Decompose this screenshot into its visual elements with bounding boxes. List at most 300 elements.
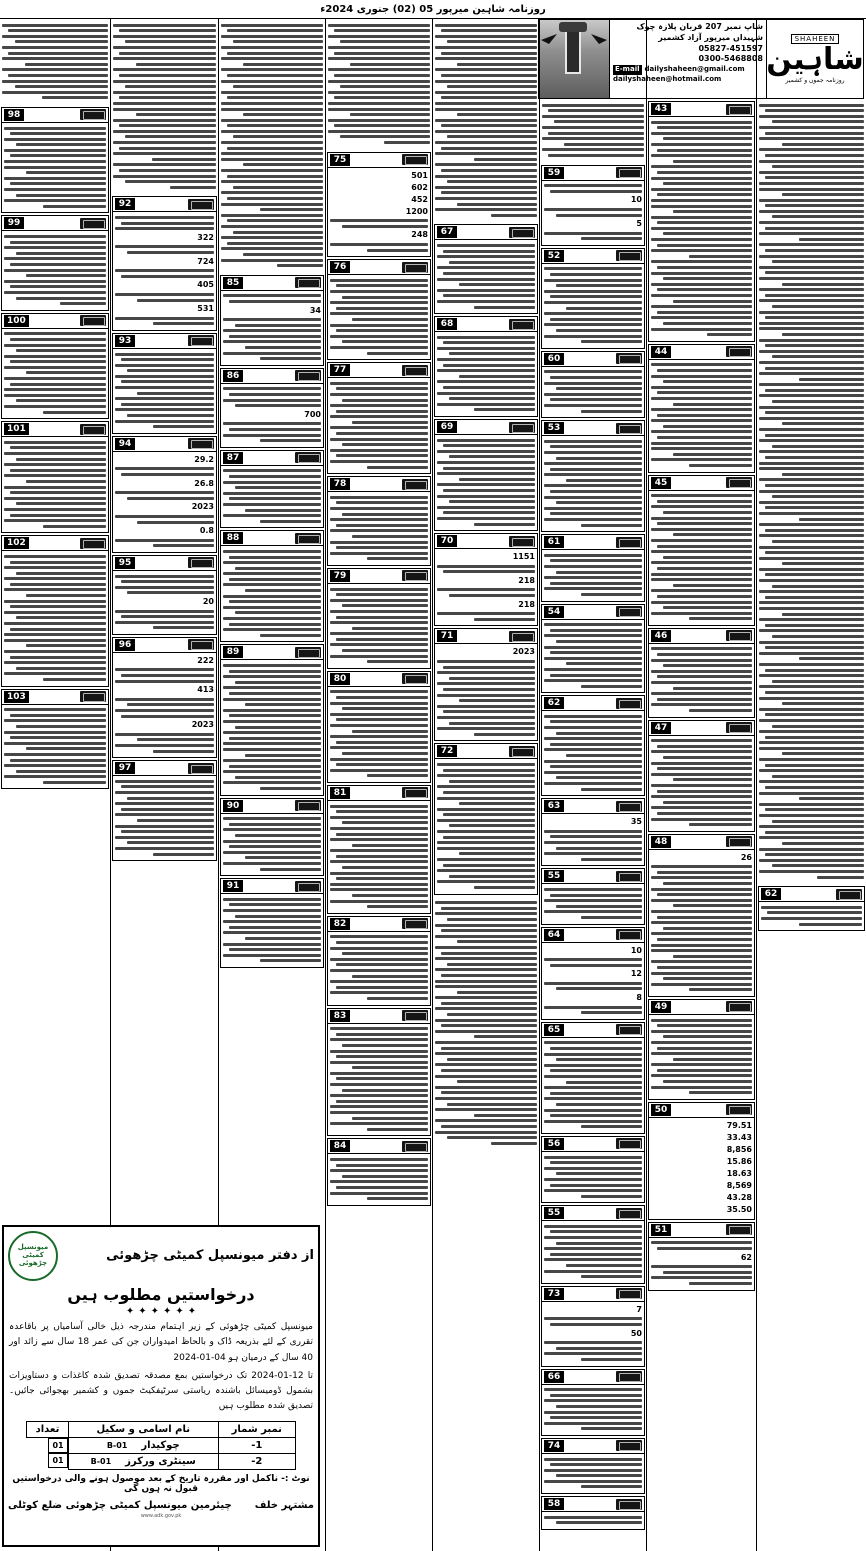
recruitment-subheading: درخواستیں مطلوب ہیں — [67, 1285, 255, 1304]
col3-lead-text — [433, 19, 539, 222]
ad-box-48[interactable] — [648, 834, 755, 997]
recruitment-heading: از دفتر میونسپل کمیٹی چڑھوئی — [106, 1248, 314, 1264]
cell-post: سینٹری ورکرز B-01 — [68, 1453, 218, 1469]
ad-body — [113, 776, 216, 860]
official-stamp-icon — [509, 631, 535, 642]
ad-number: 64 — [544, 929, 564, 941]
ad-box-93[interactable] — [112, 333, 217, 434]
ad-box-87[interactable] — [220, 450, 324, 529]
official-stamp-icon — [616, 537, 642, 548]
ad-number: 96 — [115, 639, 135, 651]
col5-lead-text — [219, 19, 325, 273]
ad-box-62[interactable] — [541, 695, 645, 796]
ad-body — [435, 644, 537, 740]
ad-body — [542, 620, 644, 693]
ad-box-47[interactable] — [648, 720, 755, 832]
cell-count: 01 — [48, 1453, 67, 1468]
figure-line: 2023 — [191, 720, 214, 730]
ad-body — [328, 275, 430, 359]
ad-box-95[interactable] — [112, 555, 217, 635]
official-stamp-icon — [726, 722, 752, 733]
ad-number: 81 — [330, 787, 350, 799]
official-stamp-icon — [188, 438, 214, 449]
ad-body — [113, 571, 216, 634]
official-stamp-icon — [616, 871, 642, 882]
col4-lead-text — [326, 19, 432, 150]
ad-body — [542, 1221, 644, 1283]
figure-line: 10 — [630, 945, 642, 955]
ad-body — [649, 1118, 754, 1219]
ad-body — [2, 437, 108, 532]
ad-box-84[interactable] — [327, 1138, 431, 1205]
ad-box-53[interactable] — [541, 420, 645, 532]
official-stamp-icon — [188, 557, 214, 568]
ad-number: 56 — [544, 1138, 564, 1150]
figure-line: 50 — [630, 1328, 642, 1338]
ad-number: 100 — [4, 315, 29, 327]
ad-number: 60 — [544, 353, 564, 365]
ad-body — [113, 653, 216, 757]
ad-number: 90 — [223, 800, 243, 812]
ad-box-52[interactable] — [541, 248, 645, 349]
decorative-stars: ✦ ✦ ✦ ✦ ✦ ✦ — [125, 1306, 197, 1317]
ad-body — [113, 212, 216, 330]
ad-body — [649, 1238, 754, 1290]
ad-box-51[interactable] — [648, 1222, 755, 1291]
ad-number: 82 — [330, 918, 350, 930]
official-stamp-icon — [188, 199, 214, 210]
ad-number: 49 — [651, 1001, 671, 1013]
official-stamp-icon — [295, 881, 321, 892]
ad-body — [328, 492, 430, 565]
figure-line: 15.86 — [726, 1156, 752, 1166]
ad-number: 54 — [544, 606, 564, 618]
official-stamp-icon — [402, 479, 428, 490]
figure-line: 8,856 — [726, 1144, 752, 1154]
ad-box-100[interactable] — [1, 313, 109, 420]
ad-box-64[interactable] — [541, 927, 645, 1020]
ad-number: 48 — [651, 836, 671, 848]
ad-box-88[interactable] — [220, 530, 324, 642]
official-stamp-icon — [80, 315, 106, 326]
figure-line: 0.8 — [199, 526, 214, 536]
figure-line: 35.50 — [726, 1204, 752, 1214]
masthead-phone-1: 05827-451597 — [698, 43, 763, 53]
figure-line: 8,569 — [726, 1180, 752, 1190]
figure-line: 501 — [411, 170, 428, 180]
ad-box-98[interactable] — [1, 107, 109, 214]
ad-box-86[interactable] — [220, 368, 324, 448]
ad-body — [649, 360, 754, 472]
ad-body — [542, 264, 644, 348]
right-edge-text — [757, 99, 866, 884]
ad-body — [328, 584, 430, 668]
ad-number: 55 — [544, 1207, 564, 1219]
official-stamp-icon — [188, 335, 214, 346]
ad-number: 83 — [330, 1010, 350, 1022]
figure-line: 452 — [411, 194, 428, 204]
official-stamp-icon — [616, 606, 642, 617]
recruitment-advertisement[interactable] — [2, 1225, 320, 1547]
ad-body — [649, 850, 754, 996]
ad-body — [221, 894, 323, 967]
official-stamp-icon — [295, 800, 321, 811]
ad-body — [649, 644, 754, 717]
ad-box-72[interactable] — [434, 743, 538, 894]
ad-body — [542, 1385, 644, 1435]
ad-number: 46 — [651, 630, 671, 642]
ad-box-44[interactable] — [648, 344, 755, 473]
recruitment-paragraph-1: میونسپل کمیٹی چڑھوئی کے زیر اہتمام مندرجہ ذیل خالی آسامیاں پر باقاعدہ تقرری کے لئے بذریعہ ڈاک و بالحاظ امیدواران جن کی عمر 18 سال سے زائد اور 40 سال کے درمیان ہو 04-01-2024 — [9, 1322, 313, 1363]
ad-body — [435, 240, 537, 313]
ad-box-58[interactable] — [541, 1496, 645, 1530]
masthead-phone-2: 0300-5468808 — [698, 54, 763, 64]
ad-box-61[interactable] — [541, 534, 645, 601]
ad-number: 62 — [761, 888, 781, 900]
official-stamp-icon — [616, 1371, 642, 1382]
ad-box-91[interactable] — [220, 878, 324, 968]
figure-line: 413 — [197, 685, 214, 695]
ad-number: 75 — [330, 154, 350, 166]
masthead-badge: SHAHEEN — [791, 34, 840, 44]
ad-number: 94 — [115, 438, 135, 450]
ad-box-82[interactable] — [327, 916, 431, 1006]
ad-number: 50 — [651, 1104, 671, 1116]
column-3 — [432, 19, 539, 1551]
municipal-seal-icon — [8, 1231, 58, 1281]
ad-number: 47 — [651, 722, 671, 734]
chairman-signature: چیئرمین میونسپل کمیٹی چڑھوئی ضلع کوٹلی — [8, 1499, 232, 1511]
th-post-scale: نام اسامی و سکیل — [68, 1421, 218, 1437]
official-stamp-icon — [726, 104, 752, 115]
ad-box-63[interactable] — [541, 798, 645, 866]
ad-number: 89 — [223, 646, 243, 658]
official-stamp-icon — [726, 346, 752, 357]
figure-line: 62 — [740, 1252, 752, 1262]
ad-number: 84 — [330, 1140, 350, 1152]
figure-line: 43.28 — [726, 1192, 752, 1202]
ad-number: 66 — [544, 1371, 564, 1383]
advertiser-signature: مشتہر خلف — [254, 1499, 314, 1511]
official-stamp-icon — [616, 250, 642, 261]
ad-number: 55 — [544, 870, 564, 882]
ad-body — [435, 332, 537, 416]
vacancy-table — [26, 1421, 295, 1470]
ad-number: 71 — [437, 630, 457, 642]
official-stamp-icon — [80, 109, 106, 120]
official-stamp-icon — [188, 763, 214, 774]
running-head — [0, 0, 866, 19]
official-stamp-icon — [616, 423, 642, 434]
ad-number: 45 — [651, 477, 671, 489]
ad-number: 76 — [330, 261, 350, 273]
official-stamp-icon — [295, 647, 321, 658]
ad-body — [221, 814, 323, 876]
email-value-1: dailyshaheen@gmail.com — [644, 65, 745, 74]
ad-number: 77 — [330, 364, 350, 376]
figure-line: 79.51 — [726, 1120, 752, 1130]
figure-line: 700 — [304, 409, 321, 419]
ad-box-60[interactable] — [541, 351, 645, 418]
ad-box-83[interactable] — [327, 1008, 431, 1137]
ad-number: 88 — [223, 532, 243, 544]
ad-box-46[interactable] — [648, 628, 755, 718]
figure-line: 26 — [740, 852, 752, 862]
ad-box-80[interactable] — [327, 671, 431, 783]
seal-text: میونسپل کمیٹی چڑھوئی — [17, 1243, 49, 1267]
ad-box-97[interactable] — [112, 760, 217, 861]
official-stamp-icon — [295, 452, 321, 463]
footer-url: www.adk.gov.pk — [140, 1512, 182, 1519]
th-serial: نمبر شمار — [218, 1421, 295, 1437]
ad-body — [328, 687, 430, 782]
figure-line: 7 — [636, 1304, 642, 1314]
official-stamp-icon — [616, 1138, 642, 1149]
ad-number: 53 — [544, 422, 564, 434]
figure-line: 18.63 — [726, 1168, 752, 1178]
ad-number: 74 — [544, 1440, 564, 1452]
ad-number: 99 — [4, 217, 24, 229]
ad-box-43[interactable] — [648, 101, 755, 342]
official-stamp-icon — [402, 1010, 428, 1021]
masthead-title: شاہین — [766, 42, 864, 77]
ad-box-77[interactable] — [327, 362, 431, 474]
ad-number: 44 — [651, 346, 671, 358]
ad-body — [221, 384, 323, 447]
ad-number: 72 — [437, 745, 457, 757]
ad-box-56[interactable] — [541, 1136, 645, 1203]
official-stamp-icon — [402, 787, 428, 798]
figure-line: 1151 — [512, 552, 535, 562]
official-stamp-icon — [509, 422, 535, 433]
ad-number: 52 — [544, 250, 564, 262]
official-stamp-icon — [726, 1104, 752, 1115]
masthead-tagline: روزنامہ جموں و کشمیر — [785, 77, 845, 84]
column-1 — [646, 19, 756, 1551]
ad-box-66[interactable] — [541, 1369, 645, 1436]
figure-line: 218 — [518, 575, 535, 585]
official-stamp-icon — [726, 836, 752, 847]
ad-number: 59 — [544, 167, 564, 179]
ad-number: 101 — [4, 423, 29, 435]
ad-number: 70 — [437, 535, 457, 547]
figure-line: 29.2 — [194, 454, 214, 464]
ad-body — [542, 1302, 644, 1366]
cell-count: 01 — [48, 1438, 67, 1453]
ad-box-85[interactable] — [220, 275, 324, 366]
figure-line: 33.43 — [726, 1132, 752, 1142]
ad-body — [221, 466, 323, 528]
email-value-2: dailyshaheen@hotmail.com — [613, 74, 722, 83]
ad-body — [542, 550, 644, 600]
ad-box-55b[interactable] — [541, 1205, 645, 1284]
cell-serial: 1- — [218, 1437, 295, 1453]
official-stamp-icon — [509, 536, 535, 547]
ad-body — [542, 1454, 644, 1493]
th-count: تعداد — [27, 1421, 68, 1437]
ad-body — [328, 378, 430, 473]
official-stamp-icon — [726, 1001, 752, 1012]
col3-tail-text — [433, 897, 539, 1151]
ad-body — [2, 551, 108, 685]
ad-body — [113, 452, 216, 552]
ad-body — [542, 367, 644, 417]
ad-number: 85 — [223, 277, 243, 289]
ad-box-62-right[interactable] — [758, 886, 865, 931]
ad-number: 87 — [223, 452, 243, 464]
ad-body — [759, 902, 864, 930]
ad-body — [328, 932, 430, 1005]
ad-body — [542, 814, 644, 865]
official-stamp-icon — [616, 1288, 642, 1299]
official-stamp-icon — [80, 424, 106, 435]
ad-body — [221, 660, 323, 794]
official-stamp-icon — [616, 1208, 642, 1219]
official-stamp-icon — [616, 1499, 642, 1510]
ad-number: 80 — [330, 673, 350, 685]
official-stamp-icon — [616, 698, 642, 709]
official-stamp-icon — [402, 570, 428, 581]
ad-body — [2, 705, 108, 789]
ad-box-78[interactable] — [327, 476, 431, 566]
ad-body — [221, 546, 323, 641]
ad-number: 51 — [651, 1224, 671, 1236]
ad-box-73[interactable] — [541, 1286, 645, 1367]
ad-box-102[interactable] — [1, 535, 109, 686]
ad-number: 97 — [115, 762, 135, 774]
ad-box-103[interactable] — [1, 689, 109, 790]
ad-box-71[interactable] — [434, 628, 538, 741]
ad-box-79[interactable] — [327, 568, 431, 669]
figure-line: 34 — [309, 305, 321, 315]
official-stamp-icon — [509, 746, 535, 757]
table-row — [27, 1437, 295, 1453]
official-stamp-icon — [402, 365, 428, 376]
ad-box-81[interactable] — [327, 785, 431, 914]
official-stamp-icon — [616, 801, 642, 812]
ad-body — [542, 436, 644, 531]
official-stamp-icon — [402, 262, 428, 273]
ad-body — [328, 168, 430, 257]
ad-box-68[interactable] — [434, 316, 538, 417]
figure-line: 2023 — [512, 647, 535, 657]
ad-number: 65 — [544, 1024, 564, 1036]
figure-line: 10 — [630, 195, 642, 205]
ad-number: 103 — [4, 691, 29, 703]
official-stamp-icon — [80, 538, 106, 549]
ad-box-99[interactable] — [1, 215, 109, 310]
ad-box-70[interactable] — [434, 533, 538, 626]
official-stamp-icon — [402, 673, 428, 684]
figure-line: 35 — [630, 817, 642, 827]
ad-box-67[interactable] — [434, 224, 538, 314]
official-stamp-icon — [616, 929, 642, 940]
ad-number: 98 — [4, 109, 24, 121]
table-row — [27, 1453, 295, 1469]
ad-body — [542, 1512, 644, 1529]
ad-box-65[interactable] — [541, 1022, 645, 1134]
figure-line: 8 — [636, 993, 642, 1003]
cell-post: چوکیدار B-01 — [68, 1437, 218, 1453]
ad-body — [113, 349, 216, 433]
ad-box-50[interactable] — [648, 1102, 755, 1220]
ad-body — [328, 1024, 430, 1136]
official-stamp-icon — [295, 277, 321, 288]
col6-lead-text — [111, 19, 218, 194]
ad-body — [542, 943, 644, 1019]
ad-body — [2, 123, 108, 213]
ad-number: 93 — [115, 335, 135, 347]
ad-number: 102 — [4, 537, 29, 549]
ad-box-69[interactable] — [434, 419, 538, 531]
col2-lead-text — [540, 99, 646, 163]
email-label: E-mail — [615, 65, 640, 74]
ad-body — [649, 1015, 754, 1099]
ad-box-75[interactable] — [327, 152, 431, 258]
figure-line: 26.8 — [194, 478, 214, 488]
ad-number: 62 — [544, 697, 564, 709]
ad-box-45[interactable] — [648, 475, 755, 626]
recruitment-paragraph-2: تا 12-01-2024 تک درخواستیں بمع مصدقہ تصدیق شدہ کاغذات و دستاویزات بشمول ڈومیسائل باشندہ ریاستی سرٹیفکیٹ جموں و کشمیر بھجوائی جائیں۔ تصدیق شدہ مطلوب ہیں — [9, 1370, 313, 1412]
ad-body — [2, 329, 108, 419]
official-stamp-icon — [726, 630, 752, 641]
ad-box-101[interactable] — [1, 421, 109, 533]
ad-body — [328, 801, 430, 913]
official-stamp-icon — [402, 1141, 428, 1152]
ad-box-54[interactable] — [541, 604, 645, 694]
official-stamp-icon — [188, 639, 214, 650]
ad-box-55[interactable] — [541, 868, 645, 924]
masthead-address: شاپ نمبر 207 قربان پلازہ چوک شہیداں میرپور آزاد کشمیر — [636, 22, 763, 42]
ad-box-96[interactable] — [112, 637, 217, 758]
figure-line: 218 — [518, 599, 535, 609]
ad-box-49[interactable] — [648, 999, 755, 1100]
ad-number: 73 — [544, 1288, 564, 1300]
figure-line: 222 — [197, 655, 214, 665]
ad-box-92[interactable] — [112, 196, 217, 331]
ad-number: 63 — [544, 800, 564, 812]
official-stamp-icon — [726, 1224, 752, 1235]
ad-box-74[interactable] — [541, 1438, 645, 1494]
ad-number: 92 — [115, 198, 135, 210]
ad-number: 91 — [223, 880, 243, 892]
ad-number: 79 — [330, 570, 350, 582]
ad-box-59[interactable] — [541, 165, 645, 246]
ad-box-90[interactable] — [220, 798, 324, 877]
ad-box-76[interactable] — [327, 259, 431, 360]
ad-body — [328, 1154, 430, 1204]
official-stamp-icon — [836, 889, 862, 900]
ad-body — [542, 1152, 644, 1202]
ad-body — [649, 736, 754, 831]
official-stamp-icon — [616, 1440, 642, 1451]
ad-body — [542, 711, 644, 795]
ad-box-89[interactable] — [220, 644, 324, 795]
official-stamp-icon — [80, 691, 106, 702]
figure-line: 322 — [197, 232, 214, 242]
table-header-row — [27, 1421, 295, 1437]
column-2 — [539, 19, 646, 1551]
official-stamp-icon — [295, 370, 321, 381]
official-stamp-icon — [509, 227, 535, 238]
figure-line: 602 — [411, 182, 428, 192]
official-stamp-icon — [402, 154, 428, 165]
figure-line: 2023 — [191, 502, 214, 512]
ad-number: 78 — [330, 478, 350, 490]
ad-box-94[interactable] — [112, 436, 217, 553]
ad-body — [542, 1038, 644, 1133]
ad-number: 95 — [115, 557, 135, 569]
